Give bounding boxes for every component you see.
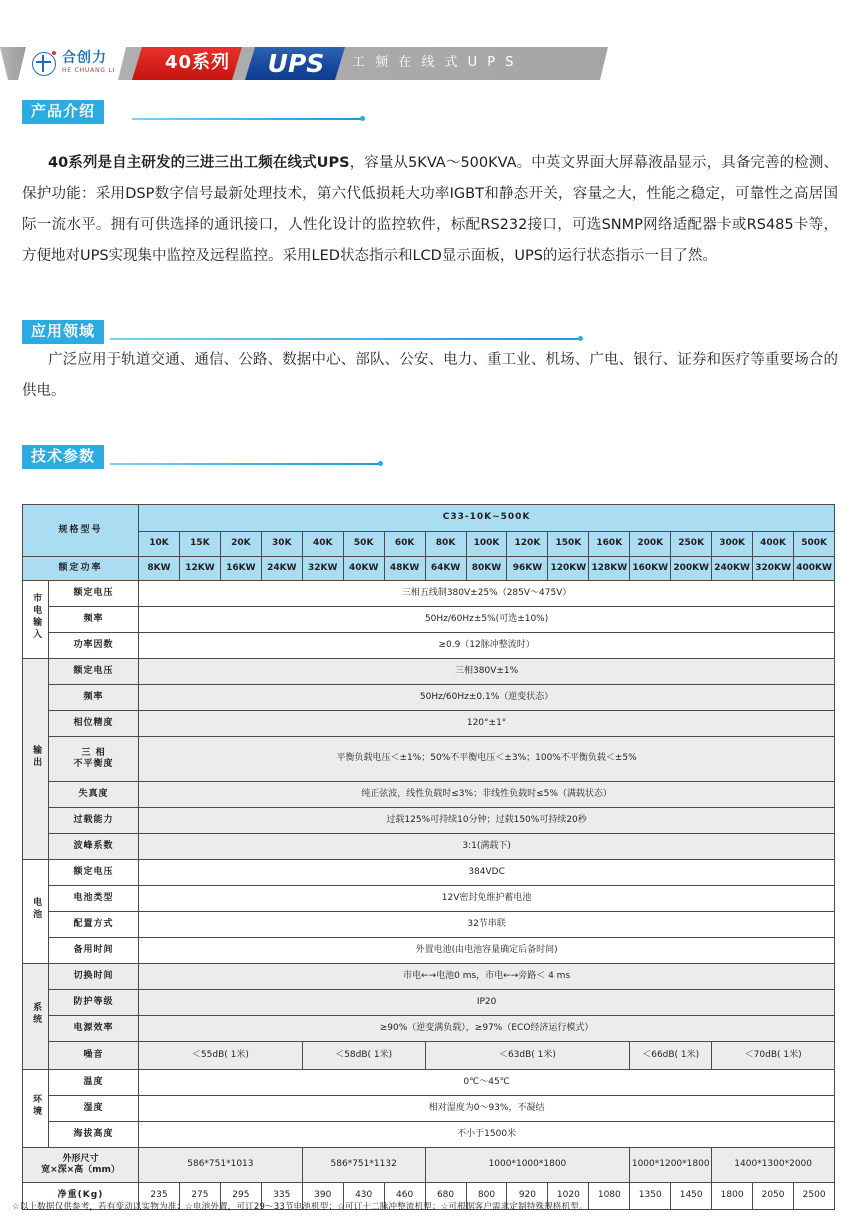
group-label-text: 输出 xyxy=(31,744,42,769)
row-label-1-6: 波峰系数 xyxy=(49,834,139,860)
row-label-2-1: 电池类型 xyxy=(49,886,139,912)
row-value-2-2: 32节串联 xyxy=(139,912,835,938)
power-cell-3: 24KW xyxy=(261,557,302,581)
model-cell-8: 100K xyxy=(466,532,507,557)
table-power-row xyxy=(23,557,835,581)
table-header-row xyxy=(23,505,835,532)
model-cell-5: 50K xyxy=(343,532,384,557)
model-cell-2: 20K xyxy=(220,532,261,557)
model-cell-15: 400K xyxy=(753,532,794,557)
banner-series-label: 40系列 xyxy=(164,52,231,73)
model-cell-13: 250K xyxy=(671,532,712,557)
noise-cell-4: ＜70dB( 1米) xyxy=(712,1042,835,1070)
table-row xyxy=(23,1016,835,1042)
group-label-2 xyxy=(23,860,49,964)
weight-cell-15: 2050 xyxy=(753,1183,794,1210)
row-label-1-5: 过载能力 xyxy=(49,808,139,834)
model-cell-3: 30K xyxy=(261,532,302,557)
section-rule-dot-application xyxy=(578,336,583,341)
model-cell-11: 160K xyxy=(589,532,630,557)
row-value-3-2: ≥90%（逆变满负载），≥97%（ECO经济运行模式） xyxy=(139,1016,835,1042)
table-row xyxy=(23,834,835,860)
section-title-product-intro: 产品介绍 xyxy=(22,100,104,124)
weight-cell-13: 1450 xyxy=(671,1183,712,1210)
row-label-4-2: 海拔高度 xyxy=(49,1122,139,1148)
table-model-row xyxy=(23,532,835,557)
weight-cell-3: 335 xyxy=(261,1183,302,1210)
table-row xyxy=(23,607,835,633)
noise-cell-0: ＜55dB( 1米) xyxy=(139,1042,303,1070)
row-label-weight: 净重(Kg) xyxy=(23,1183,139,1210)
row-value-1-4: 纯正弦波，线性负载时≤3%；非线性负载时≤5%（满载状态） xyxy=(139,782,835,808)
page-banner xyxy=(0,47,608,80)
row-value-1-5: 过载125%可持续10分钟；过载150%可持续20秒 xyxy=(139,808,835,834)
power-cell-12: 160KW xyxy=(630,557,671,581)
application-paragraph xyxy=(22,345,838,407)
table-row xyxy=(23,964,835,990)
model-cell-4: 40K xyxy=(302,532,343,557)
power-cell-9: 96KW xyxy=(507,557,548,581)
brand-name-cn: 合创力 xyxy=(62,50,107,66)
power-cell-6: 48KW xyxy=(384,557,425,581)
row-label-dimensions: 外形尺寸 宽×深×高（mm） xyxy=(23,1148,139,1183)
row-value-1-2: 120°±1° xyxy=(139,711,835,737)
section-header-application xyxy=(22,320,812,344)
row-value-1-1: 50Hz/60Hz±0.1%（逆变状态） xyxy=(139,685,835,711)
table-row xyxy=(23,659,835,685)
row-label-4-1: 湿度 xyxy=(49,1096,139,1122)
application-body: 广泛应用于轨道交通、通信、公路、数据中心、部队、公安、电力、重工业、机场、广电、银行、证券和医疗等重要场合的供电。 xyxy=(22,352,838,399)
table-row xyxy=(23,737,835,782)
table-row xyxy=(23,1070,835,1096)
weight-cell-9: 920 xyxy=(507,1183,548,1210)
row-value-4-0: 0℃～45℃ xyxy=(139,1070,835,1096)
weight-cell-0: 235 xyxy=(139,1183,180,1210)
group-label-text: 市电输入 xyxy=(31,593,42,642)
group-label-text: 电池 xyxy=(31,897,42,922)
model-cell-14: 300K xyxy=(712,532,753,557)
row-label-0-1: 频率 xyxy=(49,607,139,633)
model-cell-16: 500K xyxy=(794,532,835,557)
model-cell-12: 200K xyxy=(630,532,671,557)
section-rule-dot-product-intro xyxy=(360,116,365,121)
table-footnote: ☆以上数据仅供参考，若有变动以实物为准；☆电池外置，可订29～33节电池机型；☆可订十二脉冲整流机型；☆可根据客户需求定制特殊规格机型。 xyxy=(12,1202,588,1212)
row-label-2-2: 配置方式 xyxy=(49,912,139,938)
spec-table-wrapper xyxy=(22,504,834,1210)
header-power-label: 额定功率 xyxy=(23,557,139,581)
row-label-noise: 噪音 xyxy=(49,1042,139,1070)
row-label-1-3: 三 相 不平衡度 xyxy=(49,737,139,782)
weight-cell-1: 275 xyxy=(179,1183,220,1210)
power-cell-15: 320KW xyxy=(753,557,794,581)
table-row xyxy=(23,685,835,711)
group-label-1 xyxy=(23,659,49,860)
row-value-0-2: ≥0.9（12脉冲整流时） xyxy=(139,633,835,659)
table-row xyxy=(23,581,835,607)
row-label-1-4: 失真度 xyxy=(49,782,139,808)
section-header-spec xyxy=(22,445,812,469)
power-cell-1: 12KW xyxy=(179,557,220,581)
weight-cell-5: 430 xyxy=(343,1183,384,1210)
section-title-application: 应用领域 xyxy=(22,320,104,344)
table-row xyxy=(23,633,835,659)
weight-cell-14: 1800 xyxy=(712,1183,753,1210)
model-cell-10: 150K xyxy=(548,532,589,557)
weight-cell-10: 1020 xyxy=(548,1183,589,1210)
power-cell-0: 8KW xyxy=(139,557,180,581)
group-label-text: 系统 xyxy=(31,1002,42,1027)
section-header-product-intro xyxy=(22,100,812,124)
power-cell-10: 120KW xyxy=(548,557,589,581)
row-label-0-0: 额定电压 xyxy=(49,581,139,607)
brand-logo-icon xyxy=(32,52,56,76)
spec-table xyxy=(22,504,835,1210)
row-label-4-0: 温度 xyxy=(49,1070,139,1096)
product-intro-lead: 40系列是自主研发的三进三出工频在线式UPS xyxy=(48,155,350,171)
section-rule-product-intro xyxy=(132,118,362,120)
table-row xyxy=(23,711,835,737)
noise-cell-3: ＜66dB( 1米) xyxy=(630,1042,712,1070)
product-intro-body: ，容量从5KVA～500KVA。中英文界面大屏幕液晶显示，具备完善的检测、保护功能：采用DSP数字信号最新处理技术，第六代低损耗大功率IGBT和静态开关，容量之大，性能之稳定，可靠性之高居国际一流水平。拥有可供选择的通讯接口，人性化设计的监控软件，标配RS232接口，可选SNMP网络适配器卡或RS485卡等，方便地对UPS实现集中监控及远程监控。采用LED状态指示和LCD显示面板，UPS的运行状态指示一目了然。 xyxy=(22,155,838,264)
row-label-3-2: 电源效率 xyxy=(49,1016,139,1042)
row-value-1-0: 三相380V±1% xyxy=(139,659,835,685)
table-row xyxy=(23,990,835,1016)
section-rule-dot-spec xyxy=(378,461,383,466)
weight-cell-6: 460 xyxy=(384,1183,425,1210)
row-value-4-1: 相对湿度为0～93%，不凝结 xyxy=(139,1096,835,1122)
power-cell-7: 64KW xyxy=(425,557,466,581)
table-row xyxy=(23,860,835,886)
row-value-2-0: 384VDC xyxy=(139,860,835,886)
row-value-3-1: IP20 xyxy=(139,990,835,1016)
row-label-1-0: 额定电压 xyxy=(49,659,139,685)
row-value-2-1: 12V密封免维护蓄电池 xyxy=(139,886,835,912)
row-label-3-0: 切换时间 xyxy=(49,964,139,990)
row-label-1-1: 频率 xyxy=(49,685,139,711)
dimension-cell-1: 586*751*1132 xyxy=(302,1148,425,1183)
dimension-cell-0: 586*751*1013 xyxy=(139,1148,303,1183)
row-value-4-2: 不小于1500米 xyxy=(139,1122,835,1148)
row-value-0-0: 三相五线制380V±25%（285V～475V） xyxy=(139,581,835,607)
row-value-1-6: 3:1(满载下) xyxy=(139,834,835,860)
table-row xyxy=(23,1096,835,1122)
table-row xyxy=(23,912,835,938)
row-value-0-1: 50Hz/60Hz±5%(可选±10%) xyxy=(139,607,835,633)
row-label-1-2: 相位精度 xyxy=(49,711,139,737)
table-row xyxy=(23,808,835,834)
dimension-cell-4: 1400*1300*2000 xyxy=(712,1148,835,1183)
brand-logo-dot-icon xyxy=(52,51,56,55)
power-cell-16: 400KW xyxy=(794,557,835,581)
model-cell-0: 10K xyxy=(139,532,180,557)
power-cell-2: 16KW xyxy=(220,557,261,581)
product-intro-paragraph xyxy=(22,148,838,272)
row-label-0-2: 功率因数 xyxy=(49,633,139,659)
section-rule-application xyxy=(110,338,580,340)
row-value-1-3: 平衡负载电压＜±1%；50%不平衡电压＜±3%；100%不平衡负载＜±5% xyxy=(139,737,835,782)
table-row xyxy=(23,938,835,964)
brand-name-en: HE CHUANG LI xyxy=(62,67,116,74)
row-label-2-0: 额定电压 xyxy=(49,860,139,886)
power-cell-4: 32KW xyxy=(302,557,343,581)
table-row-dimensions xyxy=(23,1148,835,1183)
group-label-0 xyxy=(23,581,49,659)
row-value-3-0: 市电←→电池0 ms，市电←→旁路＜ 4 ms xyxy=(139,964,835,990)
section-title-spec: 技术参数 xyxy=(22,445,104,469)
table-row-noise xyxy=(23,1042,835,1070)
row-value-2-3: 外置电池(由电池容量确定后备时间) xyxy=(139,938,835,964)
power-cell-5: 40KW xyxy=(343,557,384,581)
group-label-4 xyxy=(23,1070,49,1148)
row-label-3-1: 防护等级 xyxy=(49,990,139,1016)
weight-cell-11: 1080 xyxy=(589,1183,630,1210)
weight-cell-12: 1350 xyxy=(630,1183,671,1210)
table-row xyxy=(23,1122,835,1148)
weight-cell-7: 680 xyxy=(425,1183,466,1210)
table-row xyxy=(23,782,835,808)
group-label-3 xyxy=(23,964,49,1070)
power-cell-8: 80KW xyxy=(466,557,507,581)
dimension-cell-3: 1000*1200*1800 xyxy=(630,1148,712,1183)
banner-ups-label: UPS xyxy=(267,49,325,78)
model-cell-1: 15K xyxy=(179,532,220,557)
noise-cell-1: ＜58dB( 1米) xyxy=(302,1042,425,1070)
weight-cell-16: 2500 xyxy=(794,1183,835,1210)
weight-cell-8: 800 xyxy=(466,1183,507,1210)
row-label-2-3: 备用时间 xyxy=(49,938,139,964)
weight-cell-2: 295 xyxy=(220,1183,261,1210)
power-cell-14: 240KW xyxy=(712,557,753,581)
power-cell-11: 128KW xyxy=(589,557,630,581)
model-cell-7: 80K xyxy=(425,532,466,557)
noise-cell-2: ＜63dB( 1米) xyxy=(425,1042,630,1070)
group-label-text: 环境 xyxy=(31,1094,42,1119)
model-cell-6: 60K xyxy=(384,532,425,557)
header-series-label: C33-10K~500K xyxy=(139,505,835,532)
header-model-label: 规格型号 xyxy=(23,505,139,557)
power-cell-13: 200KW xyxy=(671,557,712,581)
dimension-cell-2: 1000*1000*1800 xyxy=(425,1148,630,1183)
table-row xyxy=(23,886,835,912)
weight-cell-4: 390 xyxy=(302,1183,343,1210)
banner-tagline: 工 频 在 线 式 U P S xyxy=(352,55,517,70)
model-cell-9: 120K xyxy=(507,532,548,557)
section-rule-spec xyxy=(110,463,380,465)
